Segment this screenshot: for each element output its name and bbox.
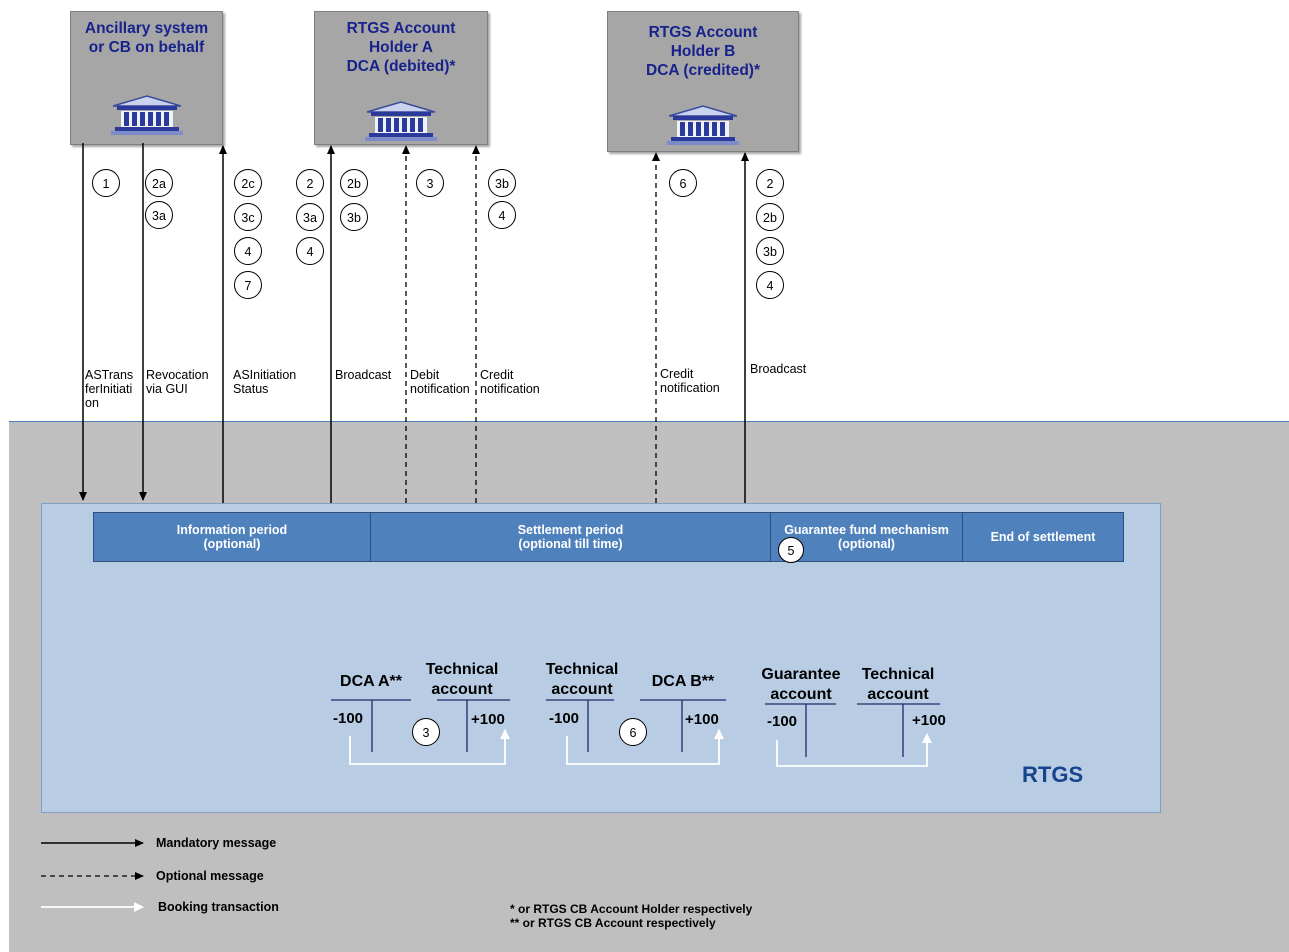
footnote-double-asterisk: ** or RTGS CB Account respectively: [510, 916, 716, 930]
step-badge: 2a: [145, 169, 173, 197]
step-badge: 3b: [756, 237, 784, 265]
account-technical-1: Technical account: [425, 661, 499, 698]
entity-ancillary-title: Ancillary system or CB on behalf: [84, 20, 209, 56]
footnote-single-asterisk: * or RTGS CB Account Holder respectively: [510, 902, 753, 916]
phase-guarantee: Guarantee fund mechanism (optional): [770, 512, 963, 562]
step-badge: 3b: [340, 203, 368, 231]
label-as-transfer: ASTrans ferInitiati on: [85, 368, 134, 410]
step-badge: 6: [619, 718, 647, 746]
amount-credit-3: +100: [912, 712, 946, 729]
step-badge: 2: [296, 169, 324, 197]
step-badge: 3a: [145, 201, 173, 229]
step-badge: 1: [92, 169, 120, 197]
step-badge: 4: [488, 201, 516, 229]
step-badge: 2: [756, 169, 784, 197]
label-broadcast-a: Broadcast: [335, 368, 392, 382]
step-badge: 4: [234, 237, 262, 265]
step-badge: 3b: [488, 169, 516, 197]
label-credit-notification-b: Credit notification: [660, 367, 720, 395]
step-badge: 3c: [234, 203, 262, 231]
step-badge: 5: [778, 537, 804, 563]
step-badge: 2b: [340, 169, 368, 197]
label-broadcast-b: Broadcast: [750, 362, 807, 376]
phase-information: Information period (optional): [93, 512, 371, 562]
legend-optional-label: Optional message: [156, 869, 264, 883]
legend-mandatory-label: Mandatory message: [156, 836, 277, 850]
entity-holder-a-title: RTGS Account Holder A DCA (debited)*: [346, 20, 456, 75]
label-debit-notification: Debit notification: [410, 368, 470, 396]
account-dca-a: DCA A**: [340, 673, 402, 690]
legend-booking-label: Booking transaction: [158, 900, 279, 914]
amount-credit-2: +100: [685, 711, 719, 728]
step-badge: 3: [412, 718, 440, 746]
account-dca-b: DCA B**: [651, 673, 715, 690]
amount-credit-1: +100: [471, 711, 505, 728]
account-guarantee: Guarantee account: [761, 666, 841, 703]
account-technical-3: Technical account: [861, 666, 935, 703]
amount-debit-3: -100: [767, 713, 798, 730]
phase-settlement: Settlement period (optional till time): [370, 512, 771, 562]
label-credit-notification-a: Credit notification: [480, 368, 540, 396]
entity-holder-b-title: RTGS Account Holder B DCA (credited)*: [646, 24, 760, 79]
system-label-rtgs: RTGS: [1022, 762, 1084, 787]
step-badge: 3a: [296, 203, 324, 231]
phase-end: End of settlement: [962, 512, 1124, 562]
amount-debit-1: -100: [333, 710, 364, 727]
booking-arrow-3: [777, 734, 927, 766]
step-badge: 2c: [234, 169, 262, 197]
step-badge: 4: [296, 237, 324, 265]
step-badge: 4: [756, 271, 784, 299]
amount-debit-2: -100: [549, 710, 580, 727]
account-technical-2: Technical account: [545, 661, 619, 698]
step-badge: 6: [669, 169, 697, 197]
step-badge: 7: [234, 271, 262, 299]
label-revocation: Revocation via GUI: [146, 368, 209, 396]
step-badge: 2b: [756, 203, 784, 231]
label-as-status: ASInitiation Status: [233, 368, 297, 396]
step-badge: 3: [416, 169, 444, 197]
